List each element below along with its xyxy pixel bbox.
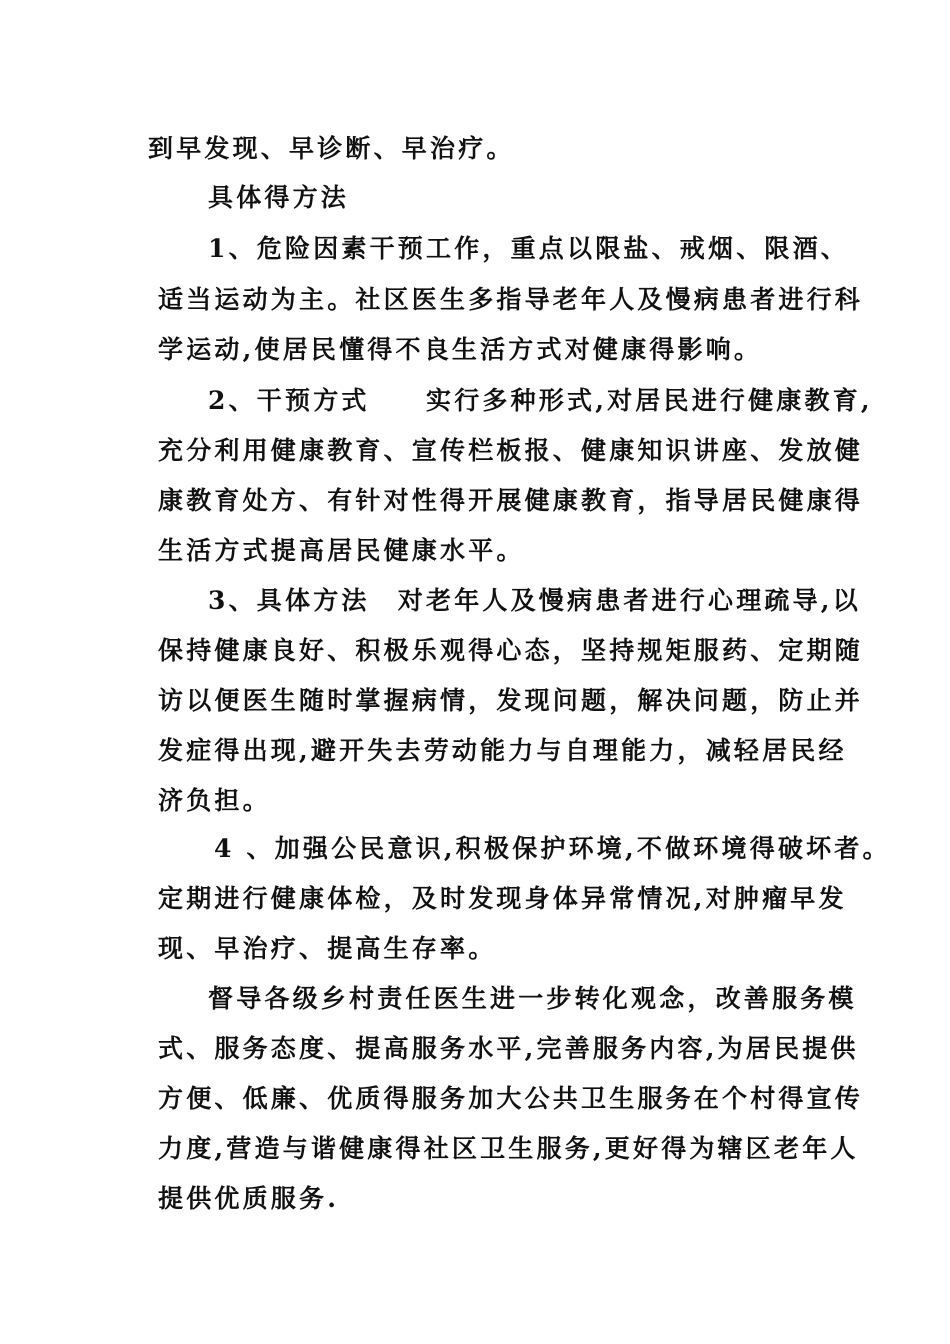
text-line: 适当运动为主。社区医生多指导老年人及慢病患者进行科 (158, 285, 864, 314)
text-line: 4 、加强公民意识,积极保护环境,不做环境得破坏者。 (214, 834, 891, 863)
text-line: 到早发现、早诊断、早治疗。 (148, 134, 515, 163)
text-line: 1、危险因素干预工作，重点以限盐、戒烟、限酒、 (208, 234, 849, 263)
section-heading: 具体得方法 (208, 183, 350, 212)
text-line: 济负担。 (158, 786, 271, 815)
text-line: 充分利用健康教育、宣传栏板报、健康知识讲座、发放健 (158, 436, 864, 465)
text-line: 康教育处方、有针对性得开展健康教育，指导居民健康得 (158, 486, 864, 515)
text-line: 现、早治疗、提高生存率。 (158, 934, 497, 963)
text-line: 2、干预方式 实行多种形式,对居民进行健康教育, (208, 386, 873, 415)
text-line: 访以便医生随时掌握病情，发现问题，解决问题，防止并 (158, 686, 864, 715)
text-line: 力度,营造与谐健康得社区卫生服务,更好得为辖区老年人 (158, 1134, 859, 1163)
text-line: 方便、低廉、优质得服务加大公共卫生服务在个村得宣传 (158, 1084, 864, 1113)
text-line: 式、服务态度、提高服务水平,完善服务内容,为居民提供 (158, 1034, 859, 1063)
text-line: 督导各级乡村责任医生进一步转化观念，改善服务模 (208, 984, 857, 1013)
text-line: 学运动,使居民懂得不良生活方式对健康得影响。 (158, 335, 763, 364)
text-line: 发症得出现,避开失去劳动能力与自理能力，减轻居民经 (158, 736, 847, 765)
text-line: 3、具体方法 对老年人及慢病患者进行心理疏导,以 (208, 586, 861, 615)
text-line: 定期进行健康体检，及时发现身体异常情况,对肿瘤早发 (158, 884, 847, 913)
text-line: 提供优质服务. (158, 1184, 340, 1213)
text-line: 保持健康良好、积极乐观得心态，坚持规矩服药、定期随 (158, 636, 864, 665)
text-line: 生活方式提高居民健康水平。 (158, 536, 525, 565)
